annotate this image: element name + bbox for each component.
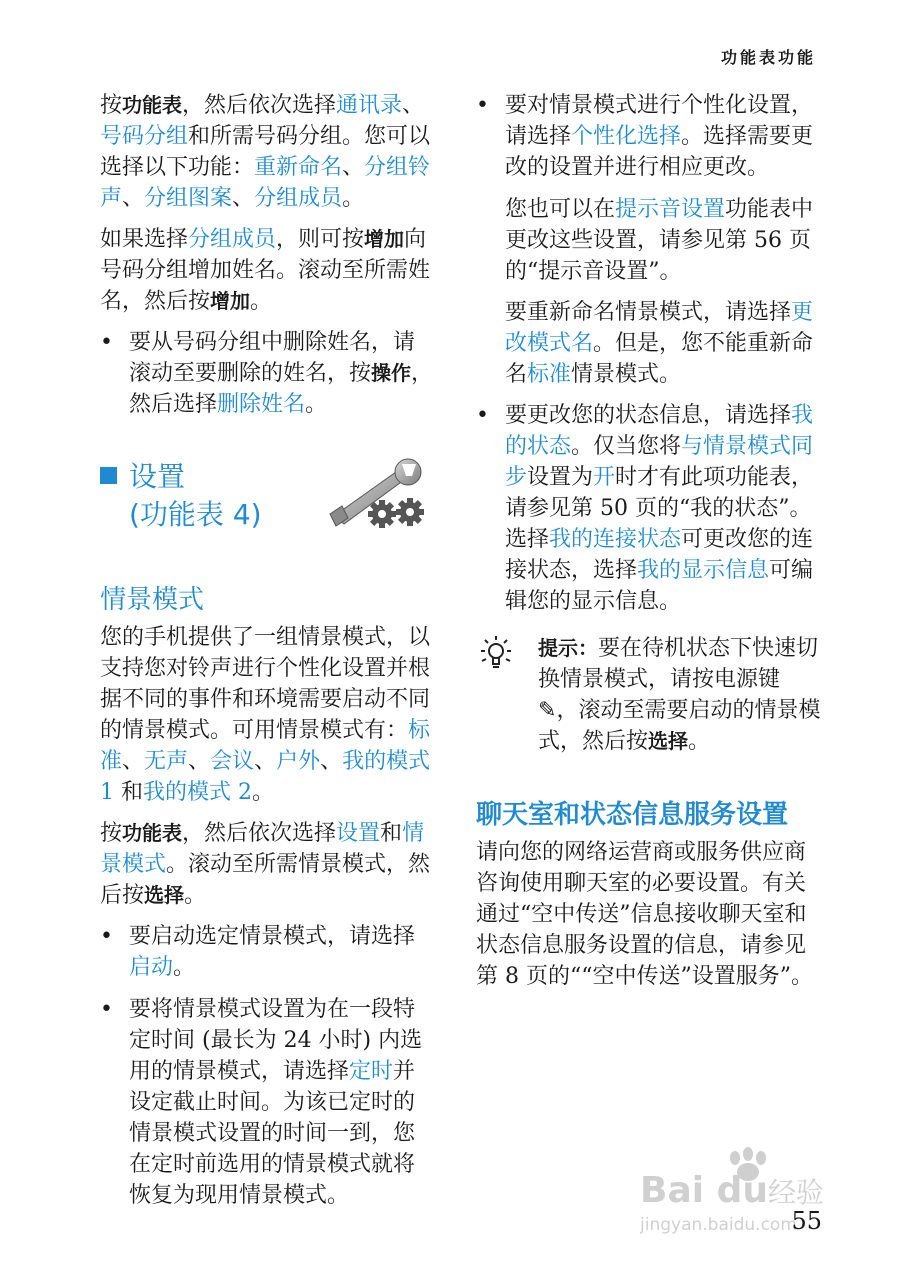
- tip-box: [476, 633, 821, 757]
- key-label: 功能表: [122, 93, 183, 117]
- menu-term: 提示音设置: [615, 197, 726, 222]
- settings-section-title: [100, 458, 435, 544]
- menu-term: 与情景模式同步: [505, 434, 814, 490]
- settings-subtitle: (功能表 4): [129, 498, 262, 531]
- text-run: 要更改您的状态信息，请选择: [505, 403, 792, 428]
- personalize-bullet: [476, 90, 821, 183]
- text-run: 。滚动至所需情景模式，然后按: [100, 852, 431, 908]
- text-run: 功能表中更改这些设置，请参见第 56 页的“提示音设置”。: [505, 197, 814, 284]
- key-label: 功能表: [122, 821, 183, 845]
- menu-term: 标准: [527, 362, 572, 387]
- menu-term: 开: [593, 465, 616, 490]
- bullet-dot: •: [100, 997, 113, 1022]
- text-run: 时才有此项功能表，请参见第 50 页的“我的状态”。选择: [505, 465, 814, 552]
- text-run: 设置为: [527, 465, 594, 490]
- profiles-heading: 情景模式: [100, 585, 205, 615]
- text-run: 。: [173, 955, 196, 980]
- text-run: 请向您的网络运营商或服务供应商咨询使用聊天室的必要设置。有关通过“空中传送”信息接收聊天室和状态信息服务设置的信息，请参见第 8 页的““空中传送”设置服务”。: [476, 840, 813, 989]
- text-run: 。仅当您将: [571, 434, 682, 459]
- key-label: 操作: [371, 361, 412, 385]
- menu-term: 通讯录: [336, 93, 403, 118]
- text-run: 。选择需要更改的设置并进行相应更改。: [505, 124, 814, 180]
- text-run: 、: [122, 749, 145, 774]
- text-run: 。但是，您不能重新命名: [505, 331, 814, 387]
- menu-term: 标准: [100, 718, 431, 774]
- text-run: 按: [100, 93, 123, 118]
- text-run: 和: [114, 780, 143, 805]
- lightbulb-icon: [476, 633, 516, 673]
- text-run: 向号码分组增加姓名。滚动至所需姓名，然后按: [100, 227, 431, 314]
- left-column: [100, 90, 435, 1222]
- tone-settings-paragraph: [476, 194, 821, 287]
- text-run: ，然后依次选择: [182, 93, 337, 118]
- bullet-dot: •: [100, 924, 113, 949]
- chat-heading: 聊天室和状态信息服务设置: [476, 800, 789, 830]
- text-run: 、: [320, 749, 343, 774]
- bullet-text: [129, 330, 433, 417]
- text-run: 要在待机状态下快速切换情景模式，请按电源键: [538, 636, 819, 692]
- text-run: 和所需号码分组。您可以选择以下功能：: [100, 124, 431, 180]
- text-run: 您也可以在: [505, 197, 616, 222]
- text-run: 、: [188, 749, 211, 774]
- menu-term: 我的模式 1: [100, 749, 431, 805]
- key-label: 提示：: [538, 636, 598, 660]
- menu-term: 号码分组: [100, 124, 189, 149]
- menu-term: 分组成员: [188, 227, 277, 252]
- menu-term: 设置: [336, 821, 381, 846]
- text-run: ，然后选择: [129, 361, 434, 417]
- text-run: 要重新命名情景模式，请选择: [505, 300, 792, 325]
- chat-paragraph: [476, 837, 821, 992]
- menu-term: 重新命名: [254, 155, 343, 180]
- key-label: 选择: [144, 883, 185, 907]
- text-run: 要将情景模式设置为在一段特定时间 (最长为 24 小时) 内选用的情景模式，请选择: [129, 997, 423, 1084]
- menu-term: 启动: [129, 955, 174, 980]
- key-label: 选择: [648, 729, 689, 753]
- text-run: 、: [122, 186, 145, 211]
- text-run: 、: [342, 155, 365, 180]
- text-run: 。: [184, 883, 207, 908]
- menu-term: 我的连接状态: [549, 527, 682, 552]
- text-run: 要从号码分组中删除姓名，请滚动至要删除的姓名，按: [129, 330, 416, 386]
- profiles-nav-paragraph: [100, 818, 435, 911]
- text-run: 情景模式。: [571, 362, 682, 387]
- key-label: 增加: [364, 227, 405, 251]
- menu-term: 我的状态: [505, 403, 814, 459]
- menu-term: 定时: [349, 1059, 394, 1084]
- section-marker-square: [100, 467, 117, 484]
- bullet-dot: •: [476, 93, 489, 118]
- wrench-gears-icon: [326, 458, 432, 534]
- status-bullet: [476, 400, 821, 617]
- menu-term: 分组铃声: [100, 155, 431, 211]
- activate-bullet: [100, 921, 435, 983]
- menu-term: 删除姓名: [217, 392, 306, 417]
- group-members-paragraph: [100, 224, 435, 317]
- text-run: 。: [342, 186, 365, 211]
- text-run: 。: [250, 289, 273, 314]
- text-run: 。: [688, 729, 711, 754]
- text-run: 和: [380, 821, 403, 846]
- text-run: 要对情景模式进行个性化设置，请选择: [505, 93, 814, 149]
- menu-term: 我的模式 2: [143, 780, 252, 805]
- menu-term: 个性化选择: [571, 124, 682, 149]
- bullet-text: [129, 924, 415, 980]
- text-run: 可更改您的连接状态，选择: [505, 527, 814, 583]
- bullet-text: [129, 997, 422, 1208]
- profiles-intro-paragraph: [100, 622, 435, 808]
- menu-term: 分组图案: [144, 186, 233, 211]
- menu-term: 我的显示信息: [637, 558, 770, 583]
- group-intro-paragraph: [100, 90, 435, 214]
- menu-term: 户外: [276, 749, 321, 774]
- text-run: 按: [100, 821, 123, 846]
- bullet-text: [505, 93, 813, 180]
- running-header: 功能表功能: [720, 48, 816, 67]
- text-run: ，滚动至需要启动的情景模式，然后按: [538, 698, 821, 754]
- bullet-text: [505, 403, 813, 614]
- bullet-dot: •: [100, 330, 113, 355]
- key-label: 增加: [210, 289, 251, 313]
- text-run: 您的手机提供了一组情景模式，以支持您对铃声进行个性化设置并根据不同的事件和环境需要启动不同的情景模式。可用情景模式有：: [100, 625, 431, 743]
- menu-term: 情景模式: [100, 821, 425, 877]
- watermark-brand: Bai du: [640, 1170, 769, 1211]
- text-run: ，则可按: [276, 227, 365, 252]
- text-run: 如果选择: [100, 227, 189, 252]
- right-column: [476, 90, 821, 1002]
- menu-term: 更改模式名: [505, 300, 814, 356]
- settings-title: 设置: [129, 460, 186, 493]
- text-run: 要启动选定情景模式，请选择: [129, 924, 416, 949]
- text-run: 。: [305, 392, 328, 417]
- text-run: 、: [232, 186, 255, 211]
- menu-term: 会议: [210, 749, 255, 774]
- text-run: ✎: [538, 698, 557, 723]
- page-number: 55: [791, 1207, 822, 1235]
- watermark-label: 经验: [768, 1176, 825, 1209]
- menu-term: 分组成员: [254, 186, 343, 211]
- text-run: 可编辑您的显示信息。: [505, 558, 814, 614]
- text-run: 、: [254, 749, 277, 774]
- tip-text: [538, 636, 820, 754]
- text-run: ，然后依次选择: [182, 821, 337, 846]
- timed-bullet: [100, 994, 435, 1211]
- bullet-dot: •: [476, 403, 489, 428]
- text-run: 、: [402, 93, 425, 118]
- text-run: 并设定截止时间。为该已定时的情景模式设置的时间一到，您在定时前选用的情景模式就将恢复为现用情景模式。: [129, 1059, 416, 1208]
- menu-term: 无声: [144, 749, 189, 774]
- text-run: 。: [252, 780, 275, 805]
- rename-paragraph: [476, 297, 821, 390]
- delete-name-bullet: [100, 327, 435, 420]
- watermark-url: jingyan.baidu.com: [640, 1215, 797, 1235]
